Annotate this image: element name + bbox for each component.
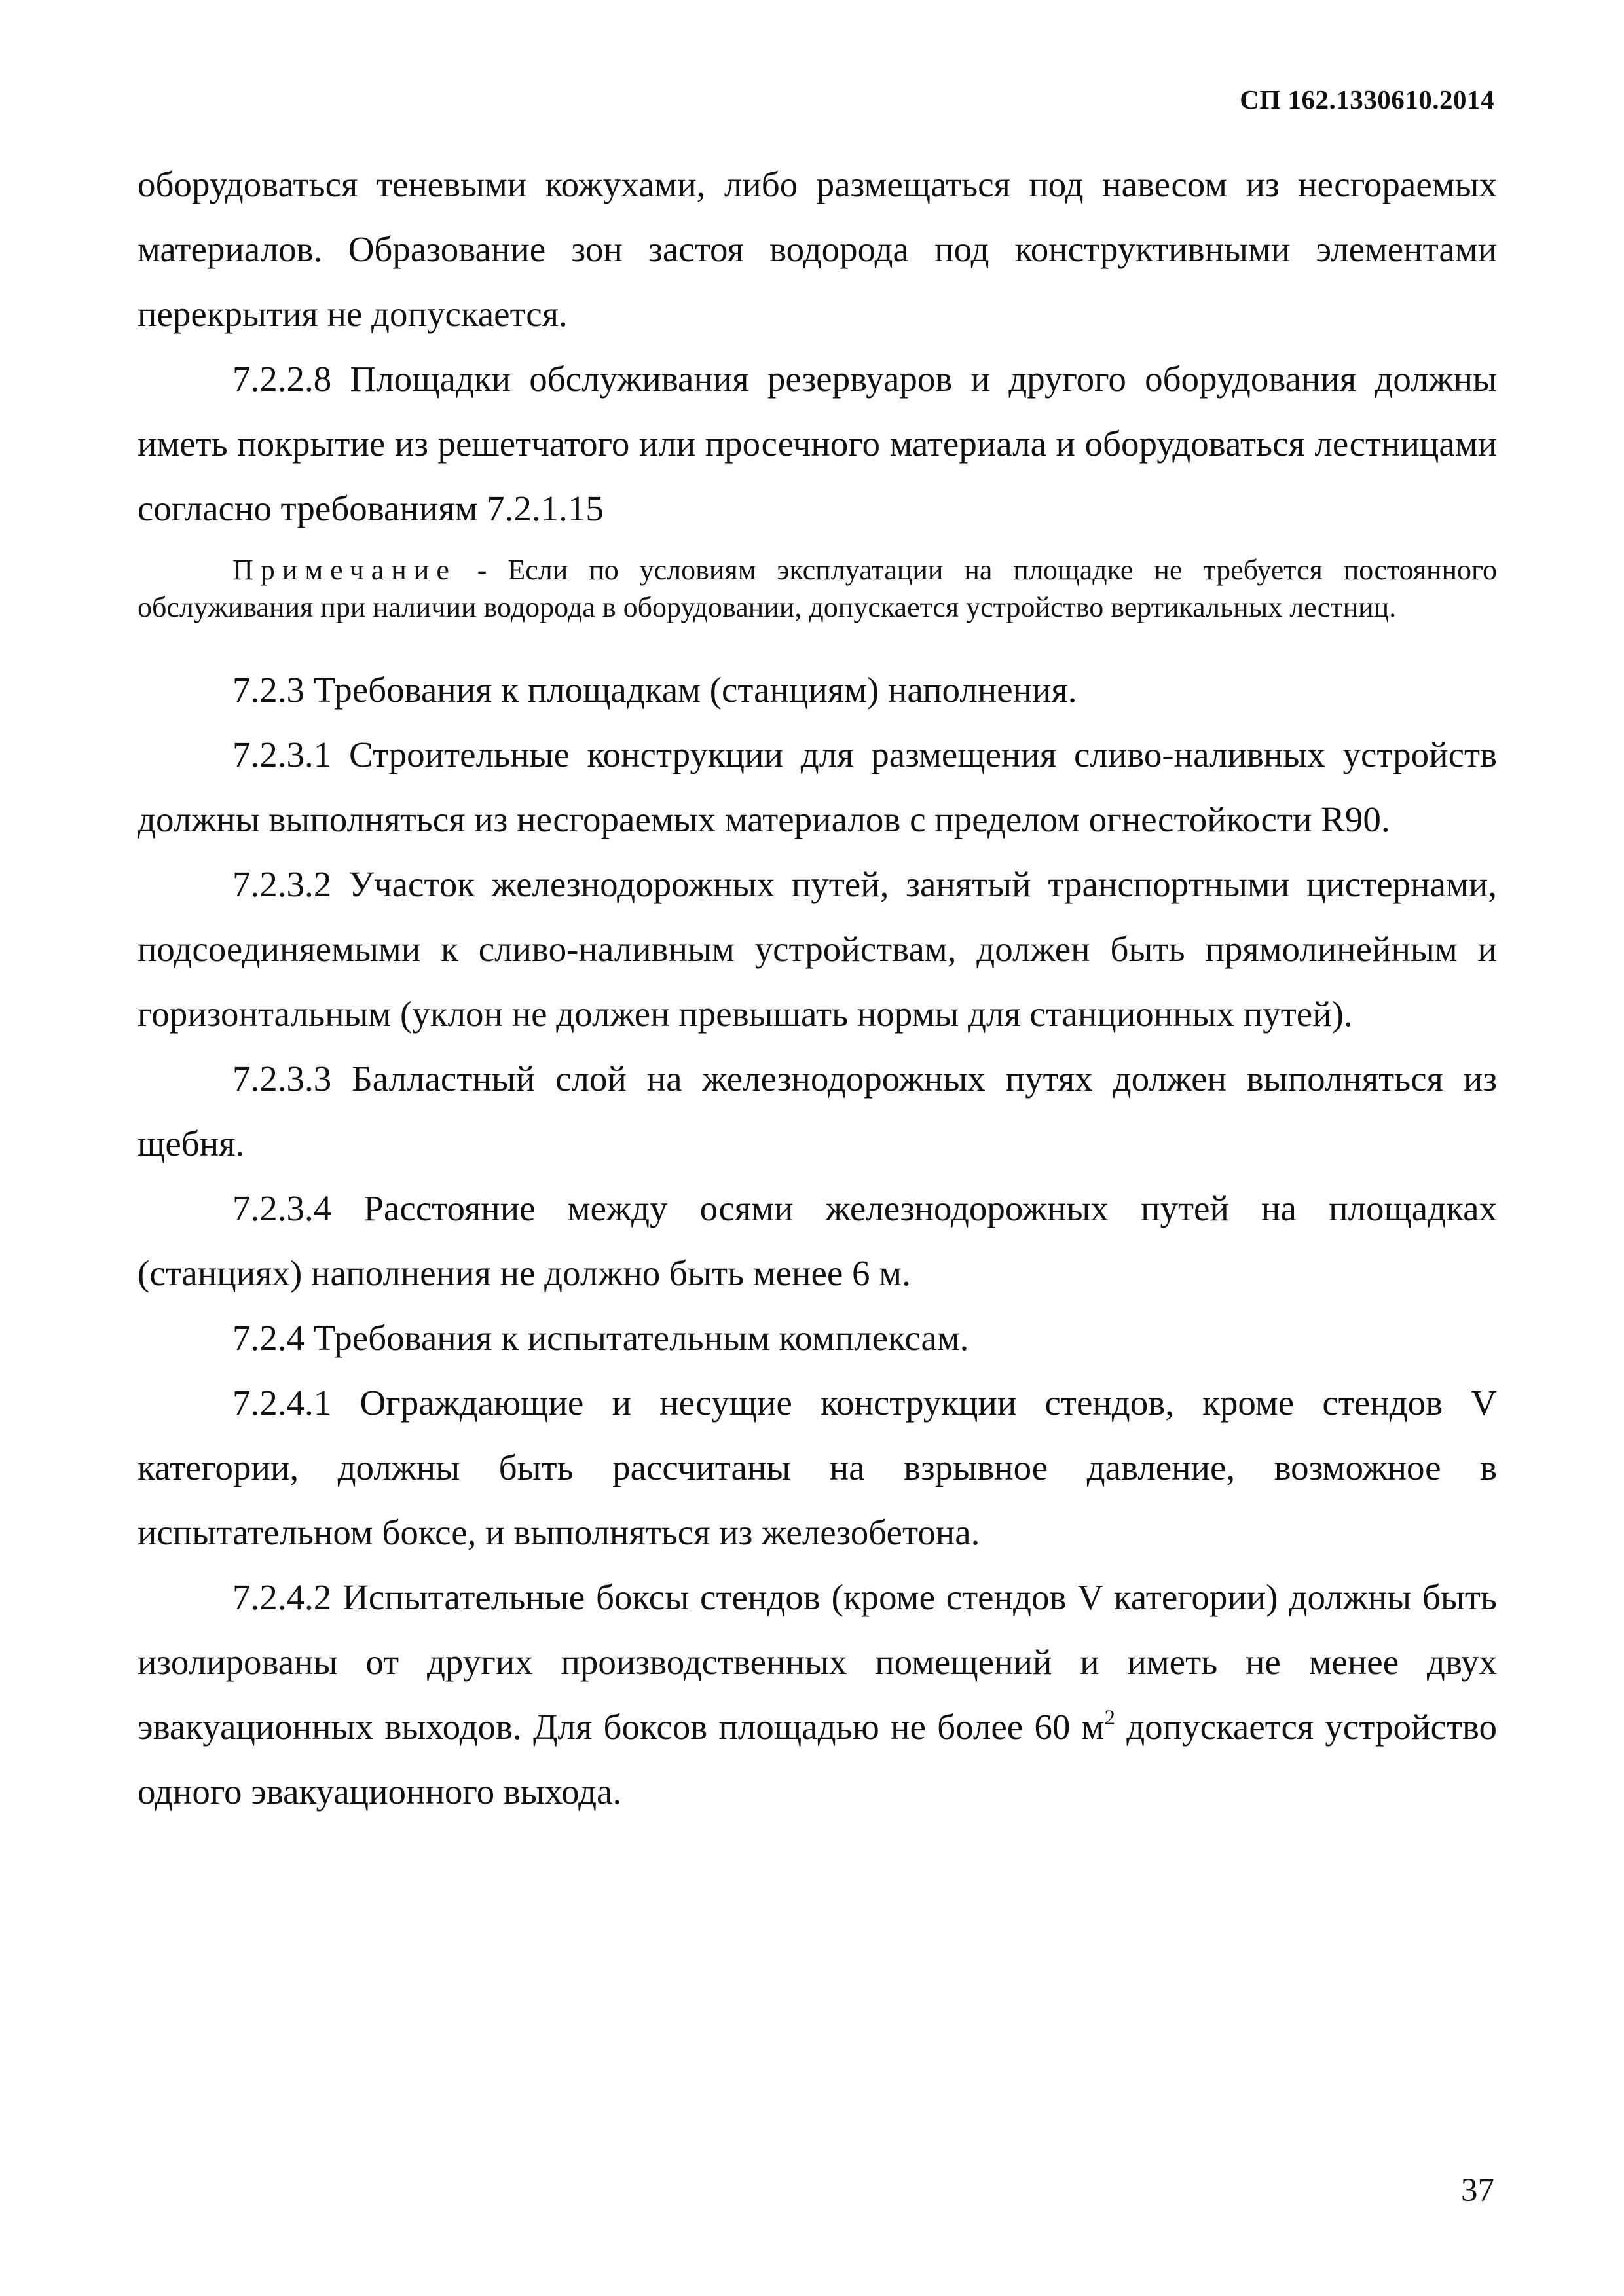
- note-label: Примечание: [232, 554, 456, 586]
- paragraph-7-2-3-2: 7.2.3.2 Участок железнодорожных путей, занятый транспортными цистернами, подсоединяемыми к сливо-наливным устройствам, должен быть прямолинейным и горизонтальным (уклон не должен превышать нормы для станционных путей).: [138, 864, 1497, 1034]
- paragraph-7-2-4-2: [138, 1565, 1497, 1824]
- page-number: 37: [1461, 2172, 1494, 2209]
- note-block: [138, 551, 1497, 626]
- paragraph-7-2-4-1: 7.2.4.1 Ограждающие и несущие конструкции стендов, кроме стендов V категории, должны быть рассчитаны на взрывное давление, возможное в испытательном боксе, и выполняться из железобетона.: [138, 1383, 1497, 1552]
- paragraph-7-2-4-2-text-end: допускается устройство одного эвакуационного выхода.: [138, 1707, 1497, 1812]
- note-text: - Если по условиям эксплуатации на площадке не требуется постоянного обслуживания при наличии водорода в оборудовании, допускается устройство вертикальных лестниц.: [138, 554, 1497, 623]
- paragraph-7-2-3-4: 7.2.3.4 Расстояние между осями железнодорожных путей на площадках (станциях) наполнения не должно быть менее 6 м.: [138, 1188, 1497, 1293]
- paragraph-7-2-3-1: 7.2.3.1 Строительные конструкции для размещения сливо-наливных устройств должны выполняться из несгораемых материалов с пределом огнестойкости R90.: [138, 735, 1497, 839]
- section-heading-7-2-4: 7.2.4 Требования к испытательным комплексам.: [232, 1318, 969, 1358]
- paragraph-7-2-2-8: 7.2.2.8 Площадки обслуживания резервуаров и другого оборудования должны иметь покрытие из решетчатого или просечного материала и оборудоваться лестницами согласно требованиям 7.2.1.15: [138, 359, 1497, 528]
- square-meter-superscript: 2: [1104, 1706, 1115, 1730]
- section-heading-7-2-3: 7.2.3 Требования к площадкам (станциям) наполнения.: [232, 670, 1077, 710]
- page-body: [138, 152, 1497, 1824]
- document-code-header: СП 162.1330610.2014: [1240, 84, 1494, 115]
- paragraph-continuation: оборудоваться теневыми кожухами, либо размещаться под навесом из несгораемых материалов. Образование зон застоя водорода под конструктивными элементами перекрытия не допускается.: [138, 164, 1497, 334]
- paragraph-7-2-3-3: 7.2.3.3 Балластный слой на железнодорожных путях должен выполняться из щебня.: [138, 1059, 1497, 1163]
- paragraph-7-2-4-2-text-start: 7.2.4.2 Испытательные боксы стендов (кроме стендов V категории) должны быть изолированы от других производственных помещений и иметь не менее двух эвакуационных выходов. Для боксов площадью не более 60 м: [138, 1577, 1497, 1747]
